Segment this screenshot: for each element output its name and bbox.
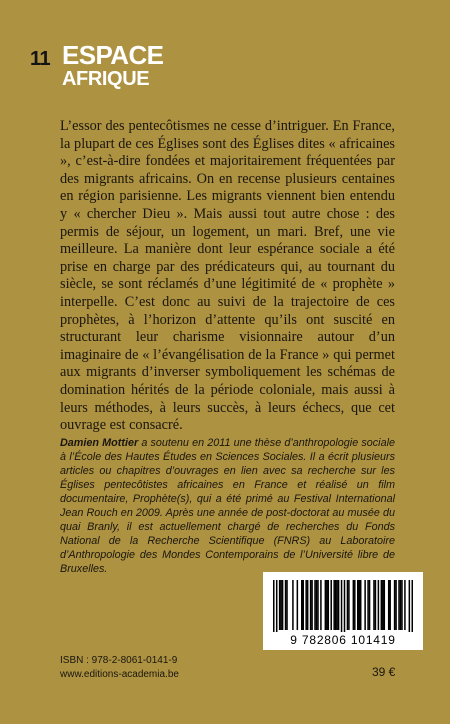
barcode-bar xyxy=(348,580,350,630)
barcode-bar xyxy=(388,580,390,630)
barcode-bar xyxy=(317,580,319,630)
publisher-website: www.editions-academia.be xyxy=(60,669,179,680)
isbn: ISBN : 978-2-8061-0141-9 xyxy=(60,655,178,666)
barcode-bar xyxy=(328,580,330,630)
author-bio-text: a soutenu en 2011 une thèse d’anthropologie sociale à l’École des Hautes Études en Sciences Sociales. Il a écrit plusieurs articles ou chapitres d’ouvrages en lien avec sa recherche sur les Églises pentecôtistes africaines en France et réalisé un film documentaire, Prophète(s), qui a été primé au Festival International Jean Rouch en 2009. Après une année de post-doctorat au musée du quai Branly, il est actuellement chargé de recherches du Fonds National de la Recherche Scientifique (FNRS) au Laboratoire d’Anthropologie des Mondes Contemporains de l’Université libre de Bruxelles. xyxy=(60,437,395,575)
barcode-bar xyxy=(302,580,304,630)
barcode-bar xyxy=(301,580,303,630)
barcode-bar xyxy=(285,580,287,630)
barcode-bar xyxy=(358,580,360,630)
barcode-bar xyxy=(336,580,338,630)
barcode-bar xyxy=(375,580,377,630)
barcode-bar xyxy=(297,580,299,630)
barcode-bar xyxy=(279,580,281,630)
barcode-bar xyxy=(353,580,355,630)
barcode-bar xyxy=(369,580,371,630)
barcode-bar xyxy=(384,580,386,630)
barcode-bar xyxy=(292,580,294,630)
barcode-bar xyxy=(280,580,282,630)
barcode-bar xyxy=(316,580,318,630)
barcode-bar xyxy=(344,580,346,632)
barcode-bar xyxy=(360,580,362,630)
barcode-bar xyxy=(341,580,343,632)
barcode-bar xyxy=(373,580,375,630)
barcode-bar xyxy=(389,580,391,630)
barcode-bar xyxy=(400,580,402,630)
barcode-bar xyxy=(409,580,411,632)
barcode-bar xyxy=(378,580,380,630)
barcode-bar xyxy=(404,580,406,630)
author-bio xyxy=(60,436,395,576)
blurb-paragraph: L’essor des pentecôtismes ne cesse d’intriguer. En France, la plupart de ces Églises sont des Églises dites « africaines », c’est-à-dire fondées et majoritairement fréquentées par des migrants africains. On en recense plusieurs centaines en région parisienne. Les migrants viennent bien entendu y « chercher Dieu ». Mais aussi tout autre chose : des permis de séjour, un logement, un mari. Bref, une vie meilleure. La manière dont leur espérance sociale a été prise en charge par des prédicateurs qui, au tournant du siècle, se sont réclamés d’une légitimité de « prophète » interpelle. C’est donc au suivi de la trajectoire de ces prophètes, à l’horizon d’attente qu’ils ont suscité en structurant leur charisme visionnaire autour d’un imaginaire de « l’évangélisation de la France » qui permet aux migrants d’inverser symboliquement les schémas de domination hérités de la période coloniale, mais aussi à leurs méthodes, à leurs succès, à leurs échecs, que cet ouvrage est consacré. xyxy=(60,118,395,434)
barcode-bar xyxy=(382,580,384,630)
barcode-bar xyxy=(311,580,313,630)
barcode-bar xyxy=(305,580,307,630)
series-number: 11 xyxy=(30,48,51,70)
barcode-bar xyxy=(395,580,397,630)
barcode-bar xyxy=(381,580,383,630)
barcode-bar xyxy=(333,580,335,630)
barcode-bar xyxy=(314,580,316,630)
barcode-bar xyxy=(357,580,359,630)
barcode-bar xyxy=(310,580,312,630)
barcode-bar xyxy=(276,580,278,632)
barcode-bar xyxy=(326,580,328,630)
barcode-bar xyxy=(394,580,396,630)
barcode-bar xyxy=(335,580,337,630)
barcode-bar xyxy=(286,580,288,630)
barcode xyxy=(263,572,423,650)
barcode-bar xyxy=(367,580,369,630)
barcode-bar xyxy=(325,580,327,630)
barcode-bar xyxy=(338,580,340,630)
barcode-digits: 9 782806 101419 xyxy=(290,633,396,647)
barcode-bar xyxy=(412,580,413,632)
barcode-bar xyxy=(307,580,309,630)
barcode-bar xyxy=(354,580,356,630)
series-title-line2: AFRIQUE xyxy=(62,68,150,90)
barcode-bar xyxy=(320,580,322,630)
barcode-bar xyxy=(401,580,403,630)
barcode-bar xyxy=(347,580,349,630)
barcode-bar xyxy=(330,580,332,630)
barcode-bar xyxy=(364,580,366,630)
series-title-line1: ESPACE xyxy=(62,40,164,70)
barcode-bar xyxy=(273,580,275,632)
barcode-bar xyxy=(282,580,284,630)
price: 39 € xyxy=(372,665,396,679)
barcode-bars xyxy=(273,580,413,632)
barcode-bar xyxy=(398,580,400,630)
series-title xyxy=(62,42,163,89)
author-name: Damien Mottier xyxy=(60,437,139,449)
